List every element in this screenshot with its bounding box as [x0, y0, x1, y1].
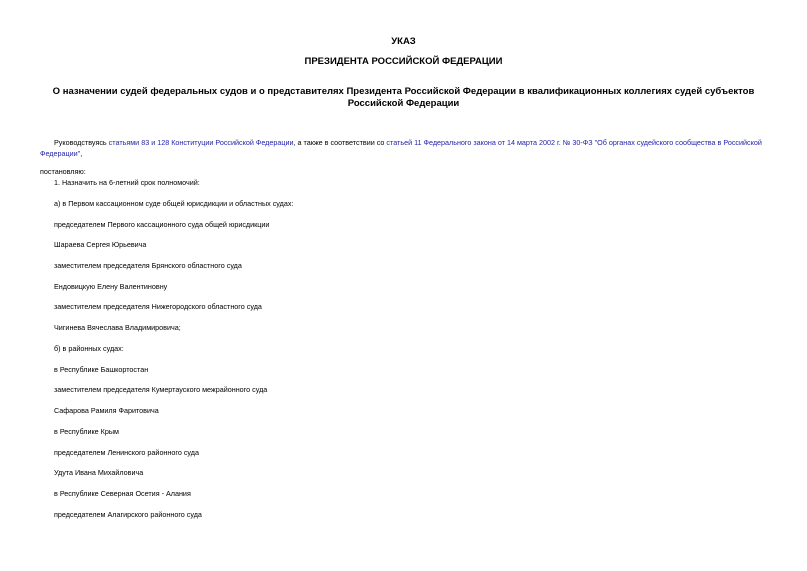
list-item: в Республике Башкортостан — [54, 365, 149, 374]
list-item: заместителем председателя Кумертауского межрайонного суда — [54, 385, 268, 394]
list-item: председателем Алагирского районного суда — [54, 510, 202, 519]
constitution-link[interactable]: статьями 83 и 128 Конституции Российской Федерации — [108, 138, 294, 147]
list-item: Сафарова Рамиля Фаритовича — [54, 406, 159, 415]
federal-law-link[interactable]: статьей 11 Федерального закона от 14 марта 2002 г. № 30-ФЗ "Об органах судейского сообщества в Российской Федерации" — [40, 138, 762, 158]
preamble-suffix: , — [80, 149, 83, 158]
decree-word: постановляю: — [40, 167, 86, 176]
list-item: председателем Первого кассационного суда общей юрисдикции — [54, 220, 270, 229]
document-title: УКАЗ — [391, 36, 416, 47]
list-item: заместителем председателя Брянского областного суда — [54, 261, 242, 270]
list-item: в Республике Крым — [54, 427, 119, 436]
list-item: заместителем председателя Нижегородского областного суда — [54, 302, 262, 311]
list-item: председателем Ленинского районного суда — [54, 448, 199, 457]
preamble-middle: , а также в соответствии со — [293, 138, 387, 147]
list-item: 1. Назначить на 6-летний срок полномочий: — [54, 178, 200, 187]
list-item: Шараева Сергея Юрьевича — [54, 240, 147, 249]
list-item: Чигинева Вячеслава Владимировича; — [54, 323, 181, 332]
list-item: Удута Ивана Михайловича — [54, 468, 144, 477]
document-heading: О назначении судей федеральных судов и о представителях Президента Российской Федерации в квалификационных коллегиях судей субъектов Российской Федерации — [52, 86, 755, 109]
list-item: Ендовицкую Елену Валентиновну — [54, 282, 168, 291]
list-item: б) в районных судах: — [54, 344, 124, 353]
document-subtitle: ПРЕЗИДЕНТА РОССИЙСКОЙ ФЕДЕРАЦИИ — [304, 56, 503, 67]
preamble-prefix: Руководствуясь — [54, 138, 109, 147]
preamble-paragraph — [40, 137, 770, 159]
list-item: а) в Первом кассационном суде общей юрисдикции и областных судах: — [54, 199, 294, 208]
list-item: в Республике Северная Осетия - Алания — [54, 489, 191, 498]
